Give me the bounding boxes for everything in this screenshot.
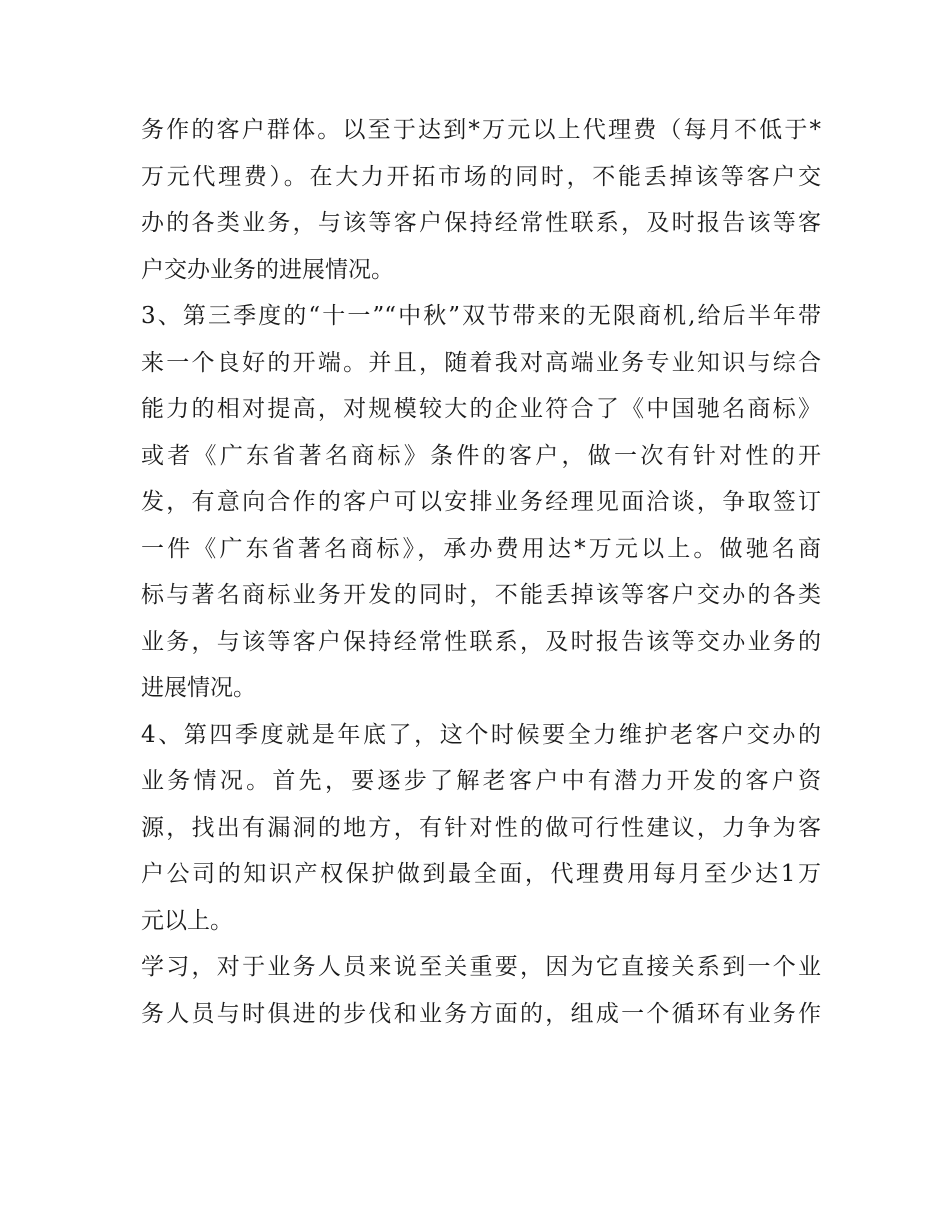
- text-line: 办的各类业务，与该等客户保持经常性联系，及时报告该等客: [141, 210, 821, 236]
- text-line: 能力的相对提高，对规模较大的企业符合了《中国驰名商标》: [141, 396, 821, 422]
- text-line: 业务，与该等客户保持经常性联系，及时报告该等交办业务的: [141, 628, 821, 655]
- paragraph-4: [141, 944, 821, 1037]
- text-line: 标与著名商标业务开发的同时，不能丢掉该等客户交办的各类: [141, 582, 821, 608]
- text-line: 学习，对于业务人员来说至关重要，因为它直接关系到一个业: [141, 954, 821, 980]
- text-line: 户公司的知识产权保护做到最全面，代理费用每月至少达1万: [141, 861, 821, 887]
- text-line: 元以上。: [141, 907, 233, 934]
- text-line: 进展情况。: [141, 675, 256, 701]
- text-line: 或者《广东省著名商标》条件的客户，做一次有针对性的开: [141, 442, 821, 469]
- text-line: 万元代理费）。在大力开拓市场的同时，不能丢掉该等客户交: [141, 163, 821, 190]
- paragraph-2: [141, 293, 821, 712]
- text-line: 业务情况。首先，要逐步了解老客户中有潜力开发的客户资: [141, 768, 821, 794]
- text-line: 务人员与时俱进的步伐和业务方面的，组成一个循环有业务作: [141, 1000, 821, 1027]
- text-line: 3、第三季度的“十一”“中秋”双节带来的无限商机,给后半年带: [141, 303, 821, 329]
- paragraph-1: [141, 107, 821, 293]
- text-line: 务作的客户群体。以至于达到*万元以上代理费（每月不低于*: [141, 117, 821, 143]
- text-line: 发，有意向合作的客户可以安排业务经理见面洽谈，争取签订: [141, 489, 821, 515]
- text-line: 4、第四季度就是年底了，这个时候要全力维护老客户交办的: [141, 721, 821, 748]
- document-body: [141, 107, 821, 1037]
- text-line: 来一个良好的开端。并且，随着我对高端业务专业知识与综合: [141, 349, 821, 376]
- text-line: 源，找出有漏洞的地方，有针对性的做可行性建议，力争为客: [141, 814, 821, 841]
- text-line: 一件《广东省著名商标》，承办费用达*万元以上。做驰名商: [141, 535, 821, 562]
- text-line: 户交办业务的进展情况。: [141, 256, 394, 283]
- paragraph-3: [141, 712, 821, 945]
